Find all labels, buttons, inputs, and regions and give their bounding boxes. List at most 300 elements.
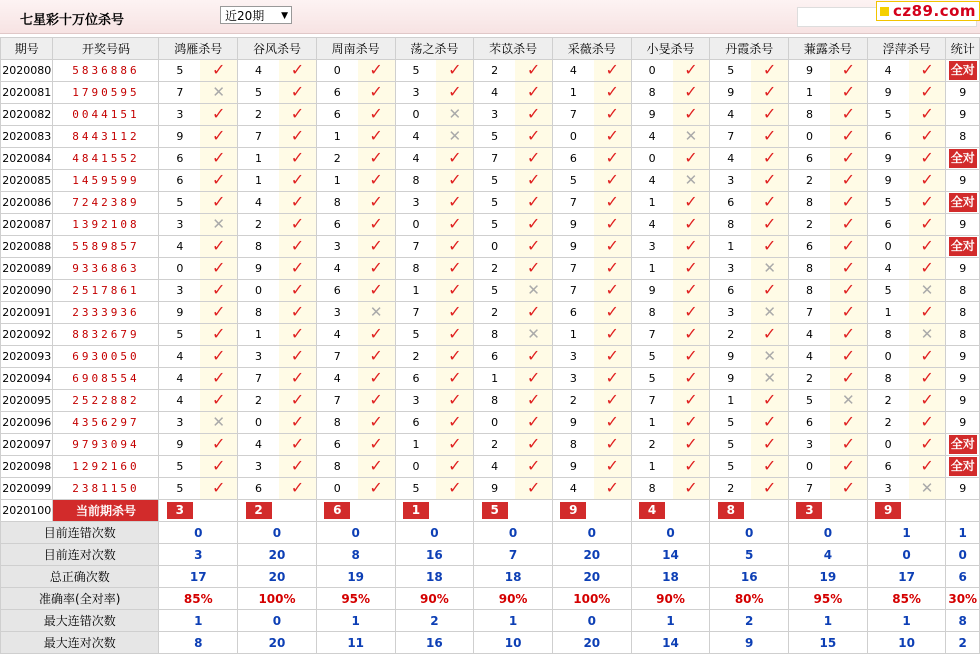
check-icon: ✓: [526, 148, 541, 167]
summary-value: 8: [159, 632, 238, 654]
kill-number: 3: [867, 478, 908, 500]
result-right: [594, 456, 631, 478]
summary-value: 20: [238, 632, 317, 654]
check-icon: ✓: [684, 434, 698, 453]
kill-number: 4: [238, 60, 279, 82]
check-icon: ✓: [526, 346, 541, 365]
check-icon: ✓: [605, 412, 619, 431]
check-icon: ✓: [290, 258, 305, 277]
check-icon: ✓: [920, 104, 934, 123]
kill-number: 3: [552, 346, 593, 368]
summary-label: 目前连错次数: [1, 522, 159, 544]
result-right: [436, 390, 473, 412]
kill-number: 3: [395, 82, 436, 104]
summary-label: 最大连错次数: [1, 610, 159, 632]
result-right: [279, 148, 316, 170]
issue-number: 2020088: [1, 236, 53, 258]
kill-number: 8: [867, 368, 908, 390]
kill-number: 8: [238, 302, 279, 324]
kill-number: 6: [867, 456, 908, 478]
summary-value: 16: [395, 544, 474, 566]
column-header: 鸿雁杀号: [159, 38, 238, 60]
draw-number: 8832679: [53, 324, 159, 346]
summary-value: 85%: [867, 588, 946, 610]
kill-number: 6: [159, 148, 200, 170]
result-wrong: [751, 368, 788, 390]
issue-number: 2020087: [1, 214, 53, 236]
kill-number: 6: [474, 346, 515, 368]
summary-value: 8: [946, 610, 980, 632]
result-right: [436, 478, 473, 500]
summary-value: 11: [316, 632, 395, 654]
kill-number: 4: [789, 324, 830, 346]
current-kill-number: [316, 500, 357, 522]
check-icon: ✓: [762, 60, 777, 79]
result-right: [200, 126, 237, 148]
current-kill-number: [631, 500, 672, 522]
kill-number: 5: [867, 280, 908, 302]
kill-number: 7: [395, 236, 436, 258]
kill-number: 8: [474, 390, 515, 412]
period-select-value: 近20期: [225, 9, 265, 23]
check-icon: ✓: [290, 434, 305, 453]
summary-value: 18: [395, 566, 474, 588]
check-icon: ✓: [605, 368, 619, 387]
table-row: [1, 434, 980, 456]
check-icon: ✓: [920, 192, 934, 211]
result-right: [751, 412, 788, 434]
check-icon: ✓: [448, 148, 462, 167]
summary-value: 20: [238, 544, 317, 566]
kill-number: 8: [474, 324, 515, 346]
check-icon: ✓: [762, 478, 777, 497]
column-header: 蒹露杀号: [789, 38, 868, 60]
issue-number: 2020080: [1, 60, 53, 82]
kill-number: 7: [316, 390, 357, 412]
check-icon: ✓: [526, 434, 541, 453]
kill-number: 5: [159, 60, 200, 82]
stat-cell: 9: [946, 368, 980, 390]
stat-cell: 9: [946, 478, 980, 500]
result-right: [830, 214, 867, 236]
kill-number: 0: [867, 236, 908, 258]
kill-number: 4: [159, 368, 200, 390]
result-wrong: [751, 302, 788, 324]
kill-number: 4: [238, 192, 279, 214]
result-right: [673, 148, 710, 170]
summary-value: 19: [789, 566, 868, 588]
check-icon: ✓: [369, 434, 383, 453]
check-icon: ✓: [448, 478, 462, 497]
kill-number: 3: [552, 368, 593, 390]
kill-number: 4: [159, 346, 200, 368]
check-icon: ✓: [212, 192, 226, 211]
check-icon: ✓: [605, 302, 619, 321]
kill-number: 1: [552, 82, 593, 104]
kill-number: 4: [238, 434, 279, 456]
kill-number: 3: [710, 302, 751, 324]
all-right-badge: 全对: [949, 61, 977, 80]
empty-cell: [594, 500, 631, 522]
result-right: [515, 346, 552, 368]
kill-number: 7: [552, 258, 593, 280]
kill-number: 9: [867, 170, 908, 192]
result-right: [830, 148, 867, 170]
result-right: [200, 258, 237, 280]
result-right: [594, 412, 631, 434]
result-right: [751, 214, 788, 236]
check-icon: ✓: [290, 60, 305, 79]
current-kill-badge: 3: [796, 502, 822, 519]
result-right: [515, 170, 552, 192]
check-icon: ✓: [369, 368, 383, 387]
check-icon: ✓: [212, 148, 226, 167]
check-icon: ✓: [605, 456, 619, 475]
cross-icon: ✕: [763, 303, 776, 321]
kill-number: 0: [631, 148, 672, 170]
kill-number: 5: [159, 324, 200, 346]
kill-number: 7: [159, 82, 200, 104]
kill-number: 4: [395, 126, 436, 148]
kill-number: 0: [867, 434, 908, 456]
kill-number: 0: [867, 346, 908, 368]
summary-value: 100%: [238, 588, 317, 610]
result-right: [594, 192, 631, 214]
kill-number: 0: [631, 60, 672, 82]
result-wrong: [515, 280, 552, 302]
check-icon: ✓: [605, 346, 619, 365]
summary-value: 16: [710, 566, 789, 588]
result-right: [279, 82, 316, 104]
current-label: 当前期杀号: [53, 500, 159, 522]
result-right: [673, 280, 710, 302]
kill-number: 7: [631, 390, 672, 412]
result-right: [909, 60, 946, 82]
summary-row: [1, 632, 980, 654]
kill-number: 3: [238, 456, 279, 478]
summary-value: 1: [316, 610, 395, 632]
result-right: [673, 434, 710, 456]
check-icon: ✓: [290, 214, 305, 233]
column-header: 采薇杀号: [552, 38, 631, 60]
check-icon: ✓: [290, 456, 305, 475]
result-right: [830, 280, 867, 302]
result-right: [751, 192, 788, 214]
kill-number: 3: [159, 412, 200, 434]
result-right: [436, 82, 473, 104]
kill-number-table: [0, 37, 980, 654]
result-right: [279, 60, 316, 82]
empty-cell: [673, 500, 710, 522]
summary-value: 7: [474, 544, 553, 566]
summary-value: 18: [631, 566, 710, 588]
result-right: [909, 346, 946, 368]
current-row: [1, 500, 980, 522]
summary-value: 20: [552, 632, 631, 654]
result-right: [594, 346, 631, 368]
check-icon: ✓: [762, 412, 777, 431]
result-right: [358, 346, 395, 368]
empty-cell: [436, 500, 473, 522]
current-kill-badge: 3: [167, 502, 193, 519]
result-right: [909, 104, 946, 126]
issue-number: 2020099: [1, 478, 53, 500]
kill-number: 8: [789, 192, 830, 214]
check-icon: ✓: [841, 478, 856, 497]
kill-number: 2: [474, 434, 515, 456]
kill-number: 3: [395, 192, 436, 214]
issue-number: 2020085: [1, 170, 53, 192]
check-icon: ✓: [841, 456, 856, 475]
kill-number: 2: [789, 368, 830, 390]
kill-number: 4: [552, 60, 593, 82]
result-right: [594, 236, 631, 258]
kill-number: 2: [238, 214, 279, 236]
draw-number: 5836886: [53, 60, 159, 82]
column-header: 小旻杀号: [631, 38, 710, 60]
kill-number: 6: [316, 434, 357, 456]
check-icon: ✓: [448, 170, 462, 189]
kill-number: 3: [710, 258, 751, 280]
check-icon: ✓: [841, 214, 856, 233]
summary-label: 总正确次数: [1, 566, 159, 588]
current-kill-number: [159, 500, 200, 522]
result-right: [200, 148, 237, 170]
empty-cell: [751, 500, 788, 522]
kill-number: 3: [159, 104, 200, 126]
draw-number: 1459599: [53, 170, 159, 192]
column-header: 芣苡杀号: [474, 38, 553, 60]
kill-number: 4: [395, 148, 436, 170]
result-right: [594, 60, 631, 82]
kill-number: 1: [867, 302, 908, 324]
cross-icon: ✕: [920, 325, 934, 343]
result-right: [279, 126, 316, 148]
current-kill-number: [552, 500, 593, 522]
result-right: [436, 346, 473, 368]
result-right: [830, 60, 867, 82]
current-kill-badge: 6: [324, 502, 350, 519]
result-wrong: [673, 126, 710, 148]
kill-number: 0: [159, 258, 200, 280]
check-icon: ✓: [448, 434, 462, 453]
result-right: [279, 258, 316, 280]
result-right: [436, 280, 473, 302]
kill-number: 5: [159, 456, 200, 478]
result-right: [436, 60, 473, 82]
result-right: [909, 192, 946, 214]
check-icon: ✓: [369, 214, 383, 233]
site-logo[interactable]: [876, 1, 980, 21]
kill-number: 5: [631, 346, 672, 368]
result-right: [594, 258, 631, 280]
check-icon: ✓: [212, 60, 226, 79]
draw-number: 4356297: [53, 412, 159, 434]
result-right: [673, 390, 710, 412]
kill-number: 7: [238, 126, 279, 148]
kill-number: 5: [789, 390, 830, 412]
check-icon: ✓: [448, 390, 462, 409]
result-right: [515, 126, 552, 148]
check-icon: ✓: [526, 368, 541, 387]
column-header: 丹霞杀号: [710, 38, 789, 60]
draw-number: 9793094: [53, 434, 159, 456]
check-icon: ✓: [212, 126, 226, 145]
check-icon: ✓: [605, 82, 619, 101]
empty-cell: [279, 500, 316, 522]
result-right: [515, 412, 552, 434]
check-icon: ✓: [841, 434, 856, 453]
summary-value: 0: [395, 522, 474, 544]
result-right: [436, 368, 473, 390]
summary-value: 10: [474, 632, 553, 654]
result-right: [358, 456, 395, 478]
stat-cell: [946, 192, 980, 214]
result-right: [830, 236, 867, 258]
draw-number: 4841552: [53, 148, 159, 170]
result-right: [909, 302, 946, 324]
result-right: [594, 390, 631, 412]
current-kill-number: [867, 500, 908, 522]
kill-number: 8: [316, 456, 357, 478]
check-icon: ✓: [290, 104, 305, 123]
summary-value: 1: [867, 610, 946, 632]
table-row: [1, 192, 980, 214]
table-row: [1, 346, 980, 368]
check-icon: ✓: [448, 456, 462, 475]
check-icon: ✓: [448, 324, 462, 343]
check-icon: ✓: [920, 82, 934, 101]
empty-cell: [358, 500, 395, 522]
draw-number: 5589857: [53, 236, 159, 258]
column-header: 浮萍杀号: [867, 38, 946, 60]
kill-number: 9: [552, 412, 593, 434]
result-right: [200, 302, 237, 324]
cross-icon: ✕: [920, 479, 934, 497]
check-icon: ✓: [369, 126, 383, 145]
kill-number: 8: [316, 412, 357, 434]
empty-cell: [909, 500, 946, 522]
logo-square-icon: [880, 7, 889, 16]
issue-number: 2020090: [1, 280, 53, 302]
cross-icon: ✕: [763, 369, 776, 387]
issue-number: 2020084: [1, 148, 53, 170]
result-right: [909, 170, 946, 192]
kill-number: 2: [631, 434, 672, 456]
result-right: [594, 82, 631, 104]
check-icon: ✓: [369, 82, 383, 101]
kill-number: 3: [159, 280, 200, 302]
draw-number: 0044151: [53, 104, 159, 126]
kill-number: 7: [316, 346, 357, 368]
result-right: [594, 478, 631, 500]
draw-number: 1292160: [53, 456, 159, 478]
kill-number: 6: [552, 148, 593, 170]
summary-value: 0: [238, 610, 317, 632]
summary-value: 1: [159, 610, 238, 632]
result-right: [200, 192, 237, 214]
result-right: [830, 170, 867, 192]
summary-value: 80%: [710, 588, 789, 610]
period-select[interactable]: [220, 6, 292, 24]
kill-number: 2: [238, 390, 279, 412]
kill-number: 9: [159, 302, 200, 324]
result-right: [830, 104, 867, 126]
check-icon: ✓: [605, 148, 619, 167]
stat-cell: [946, 60, 980, 82]
kill-number: 5: [238, 82, 279, 104]
table-row: [1, 478, 980, 500]
issue-number: 2020100: [1, 500, 53, 522]
stat-cell: [946, 236, 980, 258]
summary-value: 0: [238, 522, 317, 544]
check-icon: ✓: [448, 412, 462, 431]
result-right: [358, 60, 395, 82]
result-right: [830, 456, 867, 478]
check-icon: ✓: [841, 126, 856, 145]
check-icon: ✓: [448, 236, 462, 255]
kill-number: 7: [238, 368, 279, 390]
result-right: [515, 368, 552, 390]
check-icon: ✓: [369, 324, 383, 343]
result-right: [515, 434, 552, 456]
summary-row: [1, 544, 980, 566]
result-right: [594, 148, 631, 170]
result-right: [673, 368, 710, 390]
check-icon: ✓: [920, 390, 934, 409]
column-header: 谷风杀号: [238, 38, 317, 60]
check-icon: ✓: [841, 412, 856, 431]
check-icon: ✓: [526, 258, 541, 277]
table-row: [1, 280, 980, 302]
result-right: [436, 192, 473, 214]
result-right: [358, 104, 395, 126]
kill-number: 2: [474, 302, 515, 324]
summary-value: 20: [552, 566, 631, 588]
check-icon: ✓: [605, 170, 619, 189]
result-right: [594, 104, 631, 126]
all-right-badge: 全对: [949, 435, 977, 454]
result-right: [436, 148, 473, 170]
all-right-badge: 全对: [949, 149, 977, 168]
draw-number: 2522882: [53, 390, 159, 412]
result-right: [279, 434, 316, 456]
result-right: [594, 214, 631, 236]
result-right: [673, 412, 710, 434]
check-icon: ✓: [762, 126, 777, 145]
kill-number: 5: [474, 214, 515, 236]
check-icon: ✓: [605, 390, 619, 409]
check-icon: ✓: [290, 148, 305, 167]
result-right: [358, 368, 395, 390]
kill-number: 3: [474, 104, 515, 126]
summary-value: 85%: [159, 588, 238, 610]
issue-number: 2020095: [1, 390, 53, 412]
check-icon: ✓: [212, 456, 226, 475]
result-right: [279, 104, 316, 126]
kill-number: 9: [474, 478, 515, 500]
kill-number: 0: [238, 412, 279, 434]
check-icon: ✓: [369, 478, 383, 497]
column-header: 期号: [1, 38, 53, 60]
check-icon: ✓: [212, 104, 226, 123]
issue-number: 2020086: [1, 192, 53, 214]
stat-cell: [946, 148, 980, 170]
result-right: [358, 280, 395, 302]
result-wrong: [200, 214, 237, 236]
kill-number: 2: [710, 324, 751, 346]
result-right: [279, 214, 316, 236]
